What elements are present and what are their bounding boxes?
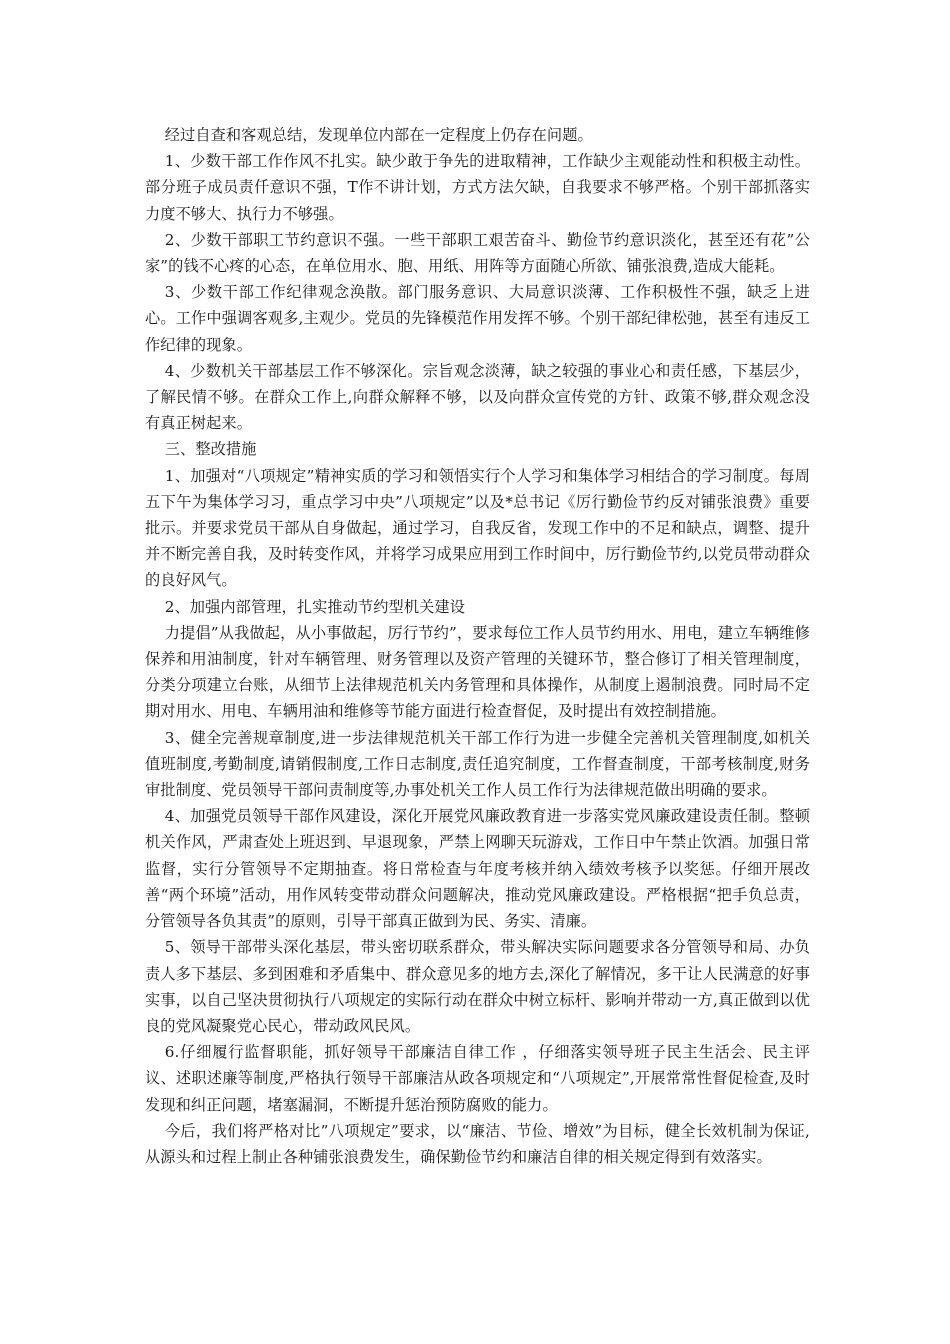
paragraph-measure-2-heading: 2、加强内部管理，扎实推动节约型机关建设 <box>164 597 465 616</box>
paragraph-measure-2-body: 力提倡”从我做起，从小事做起，厉行节约”，要求每位工作人员节约用水、用电，建立车辆维修保养和用油制度，针对车辆管理、财务管理以及资产管理的关键环节，整合修订了相关管理制度，分类分项建立台账，从细节上法律规范机关内务管理和具体操作，从制度上遏制浪费。同时局不定期对用水、用电、车辆用油和维修等节能方面进行检查督促，及时提出有效控制措施。 <box>145 623 810 721</box>
paragraph-measure-1: 1、加强对“八项规定”精神实质的学习和领悟实行个人学习和集体学习相结合的学习制度。每周五下午为集体学习习，重点学习中央”八项规定”以及*总书记《厉行勤俭节约反对铺张浪费》重要批示。并要求党员干部从自身做起，通过学习，自我反省，发现工作中的不足和缺点，调整、提升并不断完善自我，及时转变作风，并将学习成果应用到工作时间中，厉行勤俭节约,以党员带动群众的良好风气。 <box>145 466 810 590</box>
document-body <box>145 122 810 1170</box>
paragraph-measure-5: 5、领导干部带头深化基层，带头密切联系群众，带头解决实际问题要求各分管领导和局、办负责人多下基层、多到困难和矛盾集中、群众意见多的地方去,深化了解情况，多干让人民满意的好事实事，以自己坚决贯彻执行八项规定的实际行动在群众中树立标杆、影响并带动一方,真正做到以优良的党风凝聚党心民心，带动政风民风。 <box>145 938 810 1035</box>
paragraph-problem-4: 4、少数机关干部基层工作不够深化。宗旨观念淡薄，缺之较强的事业心和责任感，下基层少，了解民情不够。在群众工作上,向群众解释不够，以及向群众宣传党的方针、政策不够,群众观念没有真正树起来。 <box>145 361 810 433</box>
paragraph-problem-1: 1、少数干部工作作风不扎实。缺少敢于争先的进取精神，工作缺少主观能动性和积极主动性。部分班子成员责仟意识不强，T作不讲计划，方式方法欠缺，自我要求不够严格。个别干部抓落实力度不够大、执行力不够强。 <box>145 152 810 223</box>
section-heading-rectification: 三、整改措施 <box>164 440 257 459</box>
paragraph-intro: 经过自查和客观总结，发现单位内部在一定程度上仍存在问题。 <box>164 126 593 144</box>
paragraph-problem-3: 3、少数干部工作纪律观念涣散。部门服务意识、大局意识淡薄、工作积极性不强，缺乏上进心。工作中强调客观多,主观少。党员的先锋模范作用发挥不够。个别干部纪律松弛，甚至有违反工作纪律的现象。 <box>145 283 810 354</box>
paragraph-measure-3: 3、健全完善规章制度,进一步法律规范机关干部工作行为进一步健全完善机关管理制度,如机关值班制度,考勤制度,请销假制度,工作日志制度,责任追究制度，工作督查制度，干部考核制度,财务审批制度、党员领导干部问责制度等,办事处机关工作人员工作行为法律规范做出明确的要求。 <box>145 728 810 800</box>
paragraph-measure-4: 4、加强党员领导干部作风建设，深化开展党风廉政教育进一步落实党风廉政建设责任制。整顿机关作风，严肃查处上班迟到、早退现象，严禁上网聊天玩游戏，工作日中午禁止饮酒。加强日常监督，实行分管领导不定期抽查。将日常检查与年度考核并纳入绩效考核予以奖惩。仔细开展改善“两个环境”活动，用作风转变带动群众问题解决，推动党风廉政建设。严格根据“把手负总责，分管领导各负其责”的原则，引导干部真正做到为民、务实、清廉。 <box>145 807 810 931</box>
paragraph-measure-6: 6.仔细履行监督职能，抓好领导干部廉洁自律工作 ，仔细落实领导班子民主生活会、民主评议、述职述廉等制度,严格执行领导干部廉洁从政各项规定和“八项规定”,开展常常性督促检查,及时发现和纠正问题，堵塞漏洞，不断提升惩治预防腐败的能力。 <box>145 1043 810 1114</box>
paragraph-problem-2: 2、少数干部职工节约意识不强。一些干部职工艰苦奋斗、勤俭节约意识淡化，甚至还有花”公家”的钱不心疼的心态，在单位用水、胞、用纸、用阵等方面随心所欲、铺张浪费,造成大能耗。 <box>145 230 810 276</box>
paragraph-conclusion: 今后，我们将严格对比”八项规定”要求，以“廉洁、节俭、增效”为目标，健全长效机制为保证,从源头和过程上制止各种铺张浪费发生，确保勤俭节约和廉洁自律的相关规定得到有效落实。 <box>145 1121 810 1166</box>
